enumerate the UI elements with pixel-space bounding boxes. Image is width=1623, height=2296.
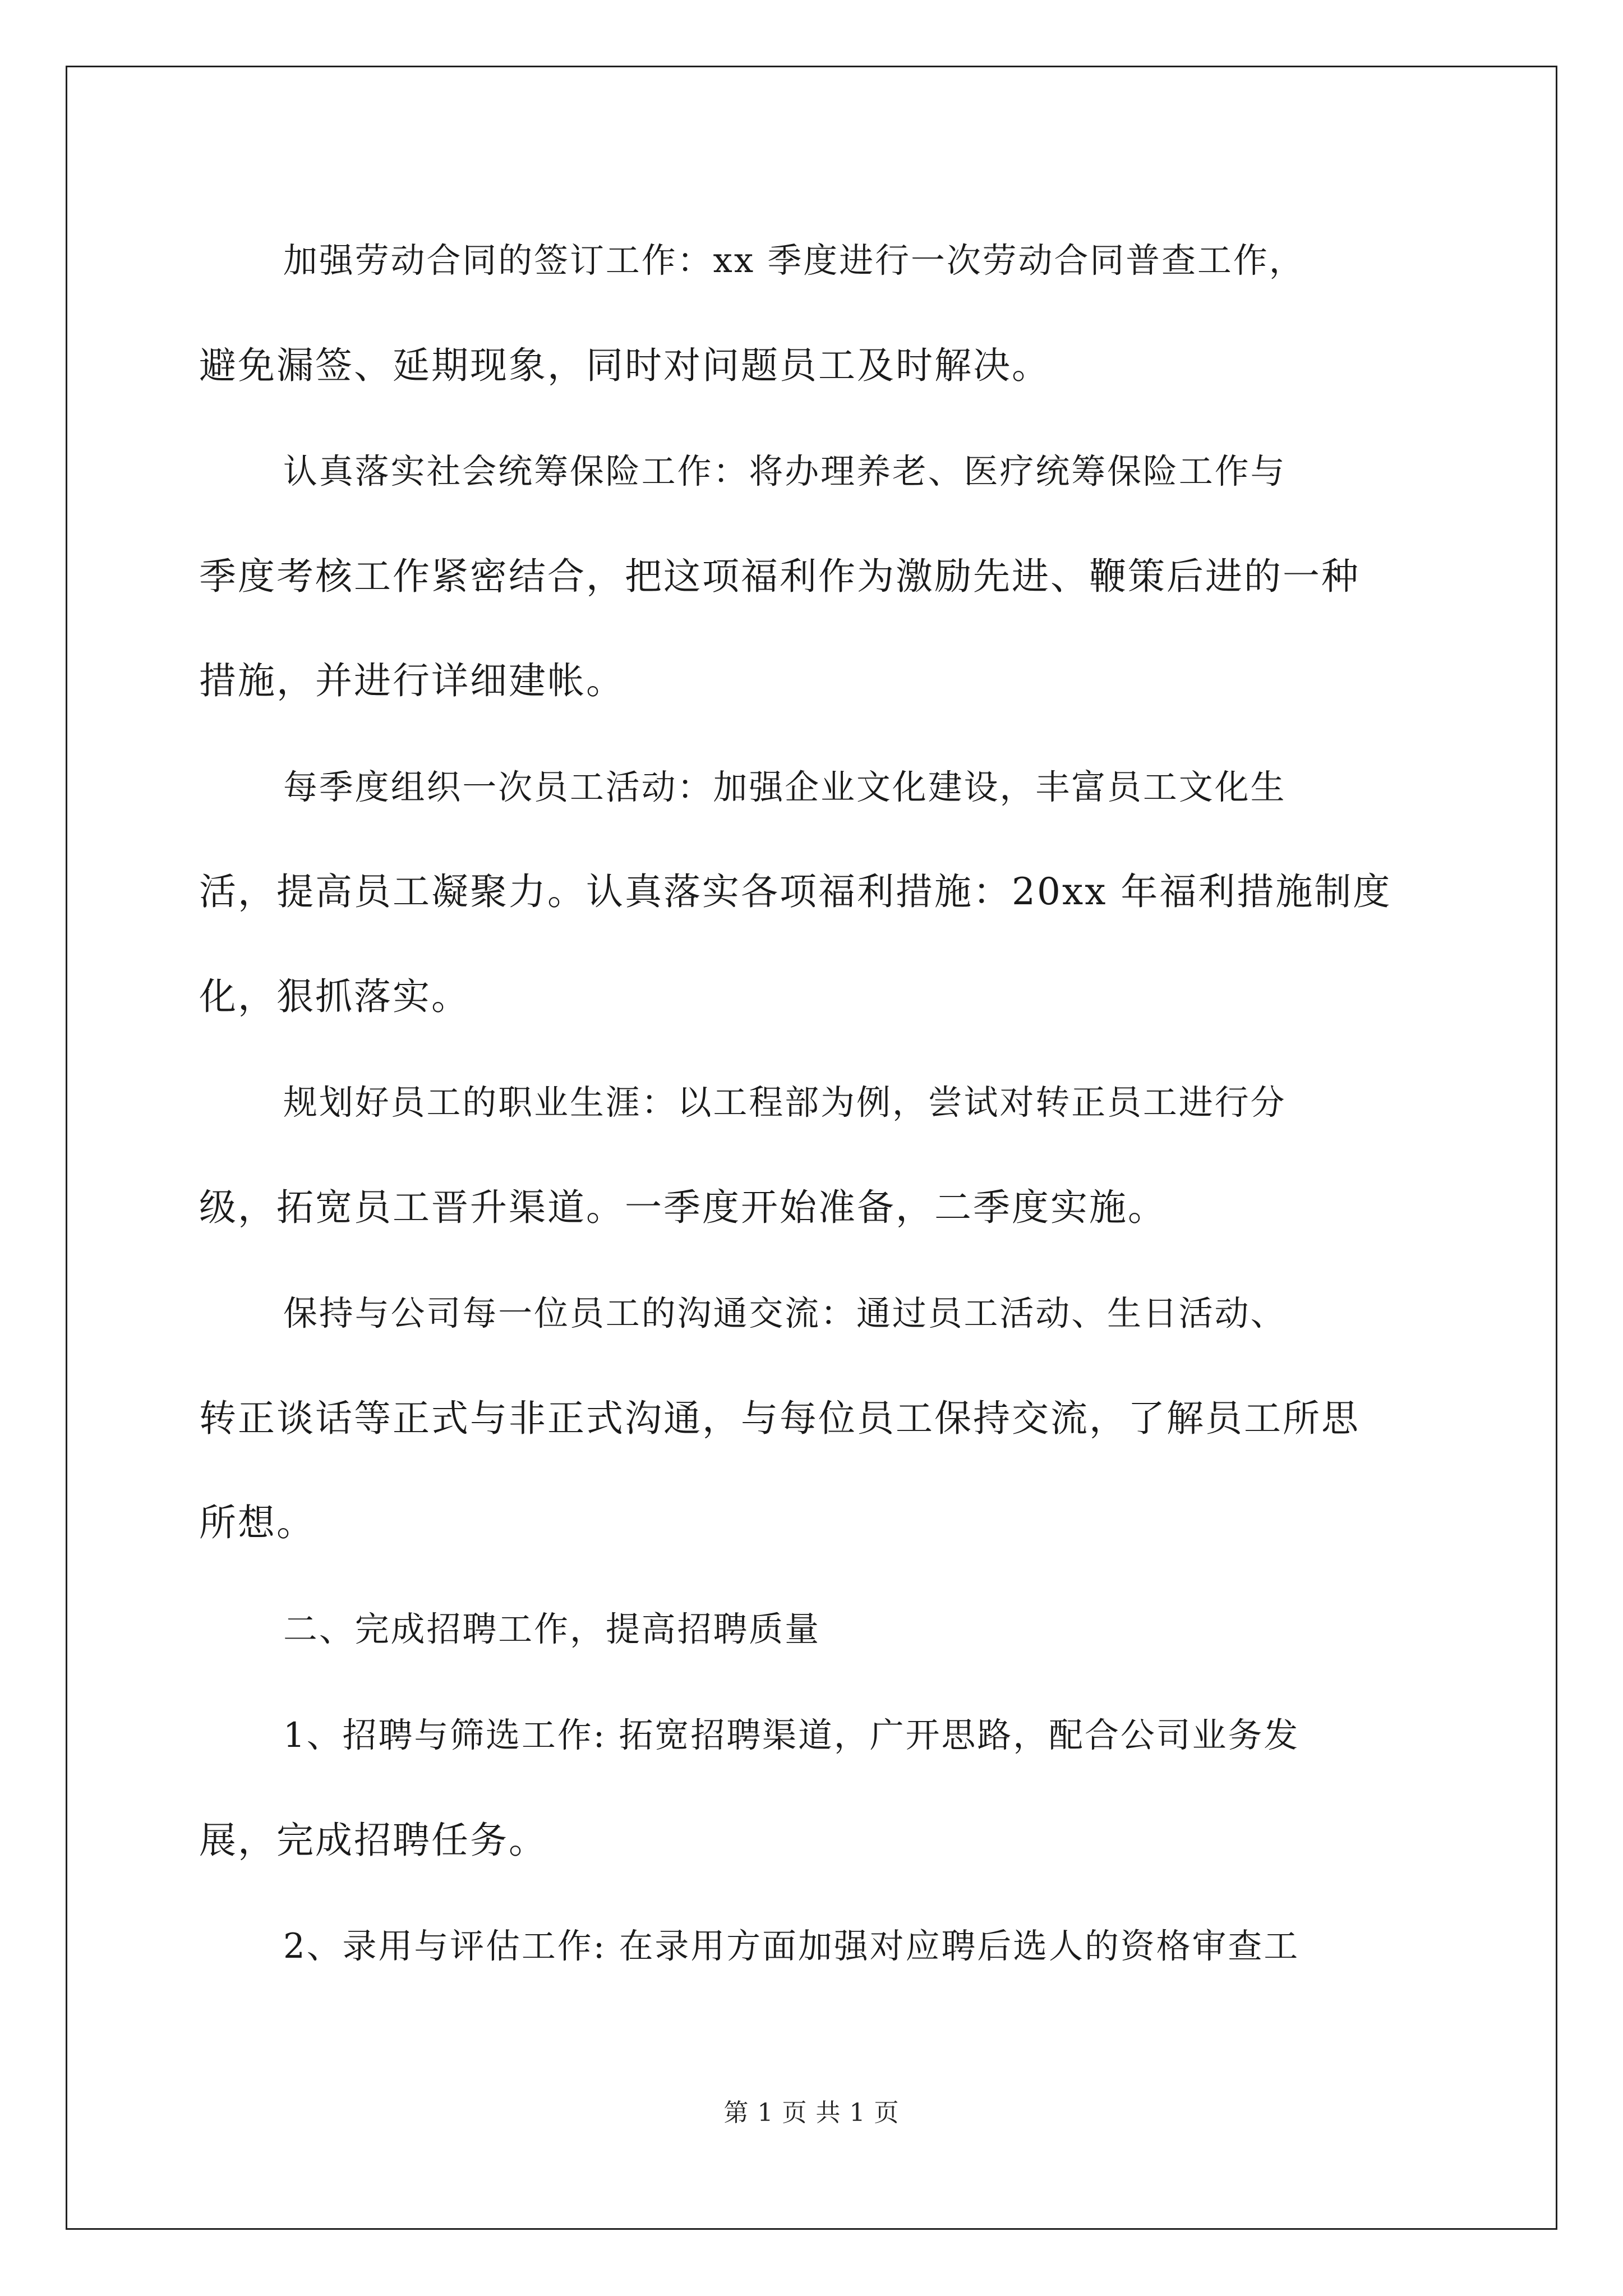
paragraph-line: 1、招聘与筛选工作: 拓宽招聘渠道，广开思路，配合公司业务发 [283, 1715, 1300, 1755]
paragraph-line: 加强劳动合同的签订工作：xx 季度进行一次劳动合同普查工作， [283, 241, 1305, 280]
paragraph-labor-contract [199, 209, 1433, 418]
paragraph-line: 每季度组织一次员工活动：加强企业文化建设，丰富员工文化生 [283, 767, 1287, 807]
paragraph-social-insurance [199, 420, 1433, 734]
paragraph-line: 级，拓宽员工晋升渠道。一季度开始准备，二季度实施。 [199, 1185, 1166, 1229]
paragraph-line: 转正谈话等正式与非正式沟通，与每位员工保持交流，了解员工所思 [199, 1396, 1360, 1440]
paragraph-communication [199, 1262, 1433, 1576]
page-number-footer: 第 1 页 共 1 页 [723, 2099, 900, 2127]
paragraph-line: 活，提高员工凝聚力。认真落实各项福利措施：20xx 年福利措施制度 [199, 870, 1392, 913]
paragraph-line: 展，完成招聘任务。 [199, 1818, 547, 1862]
paragraph-line: 保持与公司每一位员工的沟通交流：通过员工活动、生日活动、 [283, 1294, 1287, 1333]
paragraph-line: 所想。 [199, 1501, 315, 1544]
paragraph-line: 避免漏签、延期现象，同时对问题员工及时解决。 [199, 343, 1050, 387]
paragraph-line: 二、完成招聘工作，提高招聘质量 [283, 1609, 821, 1649]
paragraph-line: 规划好员工的职业生涯：以工程部为例，尝试对转正员工进行分 [283, 1083, 1287, 1122]
paragraph-career-planning [199, 1051, 1433, 1260]
paragraph-employee-activity [199, 735, 1433, 1050]
paragraph-line: 化，狠抓落实。 [199, 974, 470, 1018]
paragraph-hiring-evaluation [199, 1894, 1433, 1999]
paragraph-line: 季度考核工作紧密结合，把这项福利作为激励先进、鞭策后进的一种 [199, 554, 1360, 598]
document-body [199, 209, 1433, 2001]
paragraph-line: 2、录用与评估工作: 在录用方面加强对应聘后选人的资格审查工 [283, 1926, 1300, 1966]
paragraph-line: 认真落实社会统筹保险工作：将办理养老、医疗统筹保险工作与 [283, 452, 1287, 491]
paragraph-recruit-screening [199, 1683, 1433, 1893]
section-heading-recruitment [199, 1577, 1433, 1682]
paragraph-line: 措施，并进行详细建帐。 [199, 659, 625, 702]
